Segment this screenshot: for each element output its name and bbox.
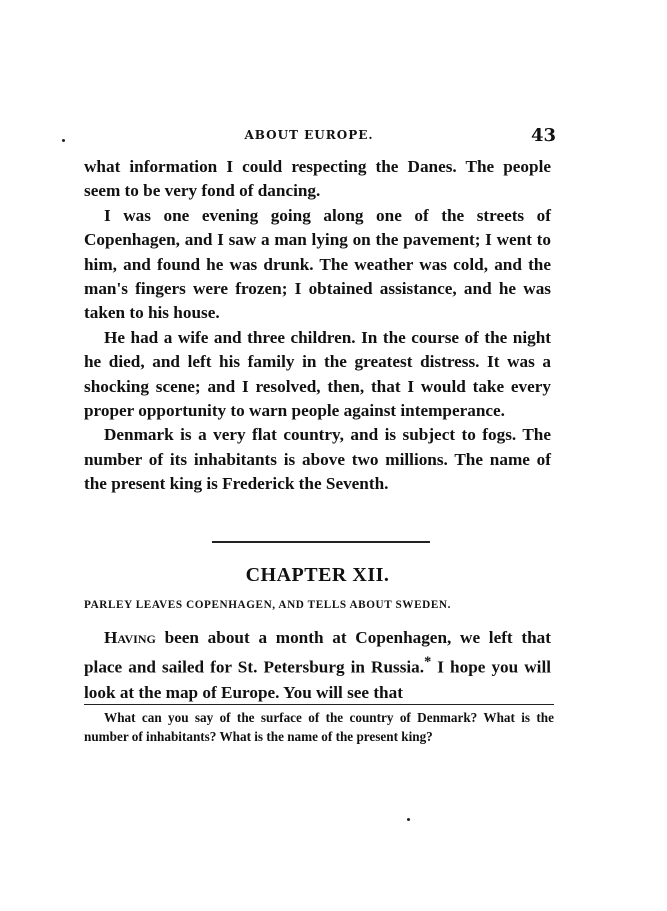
- body-text: [84, 155, 551, 497]
- header-title: ABOUT EUROPE.: [244, 128, 374, 142]
- footnote-marker: *: [424, 654, 432, 671]
- questions-text: What can you say of the surface of the country of Denmark? What is the number of inhabitants? What is the name of the present king?: [84, 710, 554, 744]
- section-divider: [212, 541, 430, 543]
- paragraph-danes: what information I could respecting the Danes. The people seem to be very fond of dancing.: [84, 157, 551, 201]
- chapter-heading: CHAPTER XII.: [245, 564, 390, 586]
- paragraph-family: He had a wife and three children. In the course of the night he died, and left his family in the greatest distress. It was a shocking scene; and I resolved, then, that I would take every proper opportunity to warn people against intemperance.: [84, 327, 551, 421]
- chapter-first-word: Having: [104, 628, 156, 647]
- page-number: 43: [530, 125, 556, 146]
- print-speck: [407, 818, 410, 821]
- chapter-text-part2: I hope you will look at the map of Europe. You will see that: [84, 658, 551, 702]
- review-questions: [84, 708, 554, 746]
- paragraph-denmark: Denmark is a very flat country, and is subject to fogs. The number of its inhabitants is above two millions. The name of the present king is Frederick the Seventh.: [84, 425, 551, 494]
- chapter-paragraph: [84, 626, 551, 705]
- paragraph-drunk-man: I was one evening going along one of the streets of Copenhagen, and I saw a man lying on the pavement; I went to him, and found he was drunk. The weather was cold, and the man's fingers were frozen; I obtained assistance, and he was taken to his house.: [84, 205, 551, 323]
- chapter-text-part1: been about a month at Copenhagen, we left that place and sailed for St. Petersburg in Russia.: [84, 628, 551, 678]
- footnote-divider: [84, 704, 554, 705]
- chapter-subtitle: PARLEY LEAVES COPENHAGEN, AND TELLS ABOUT SWEDEN.: [84, 599, 451, 611]
- chapter-text: [84, 626, 551, 705]
- print-speck: [62, 139, 65, 142]
- running-header: [62, 125, 556, 148]
